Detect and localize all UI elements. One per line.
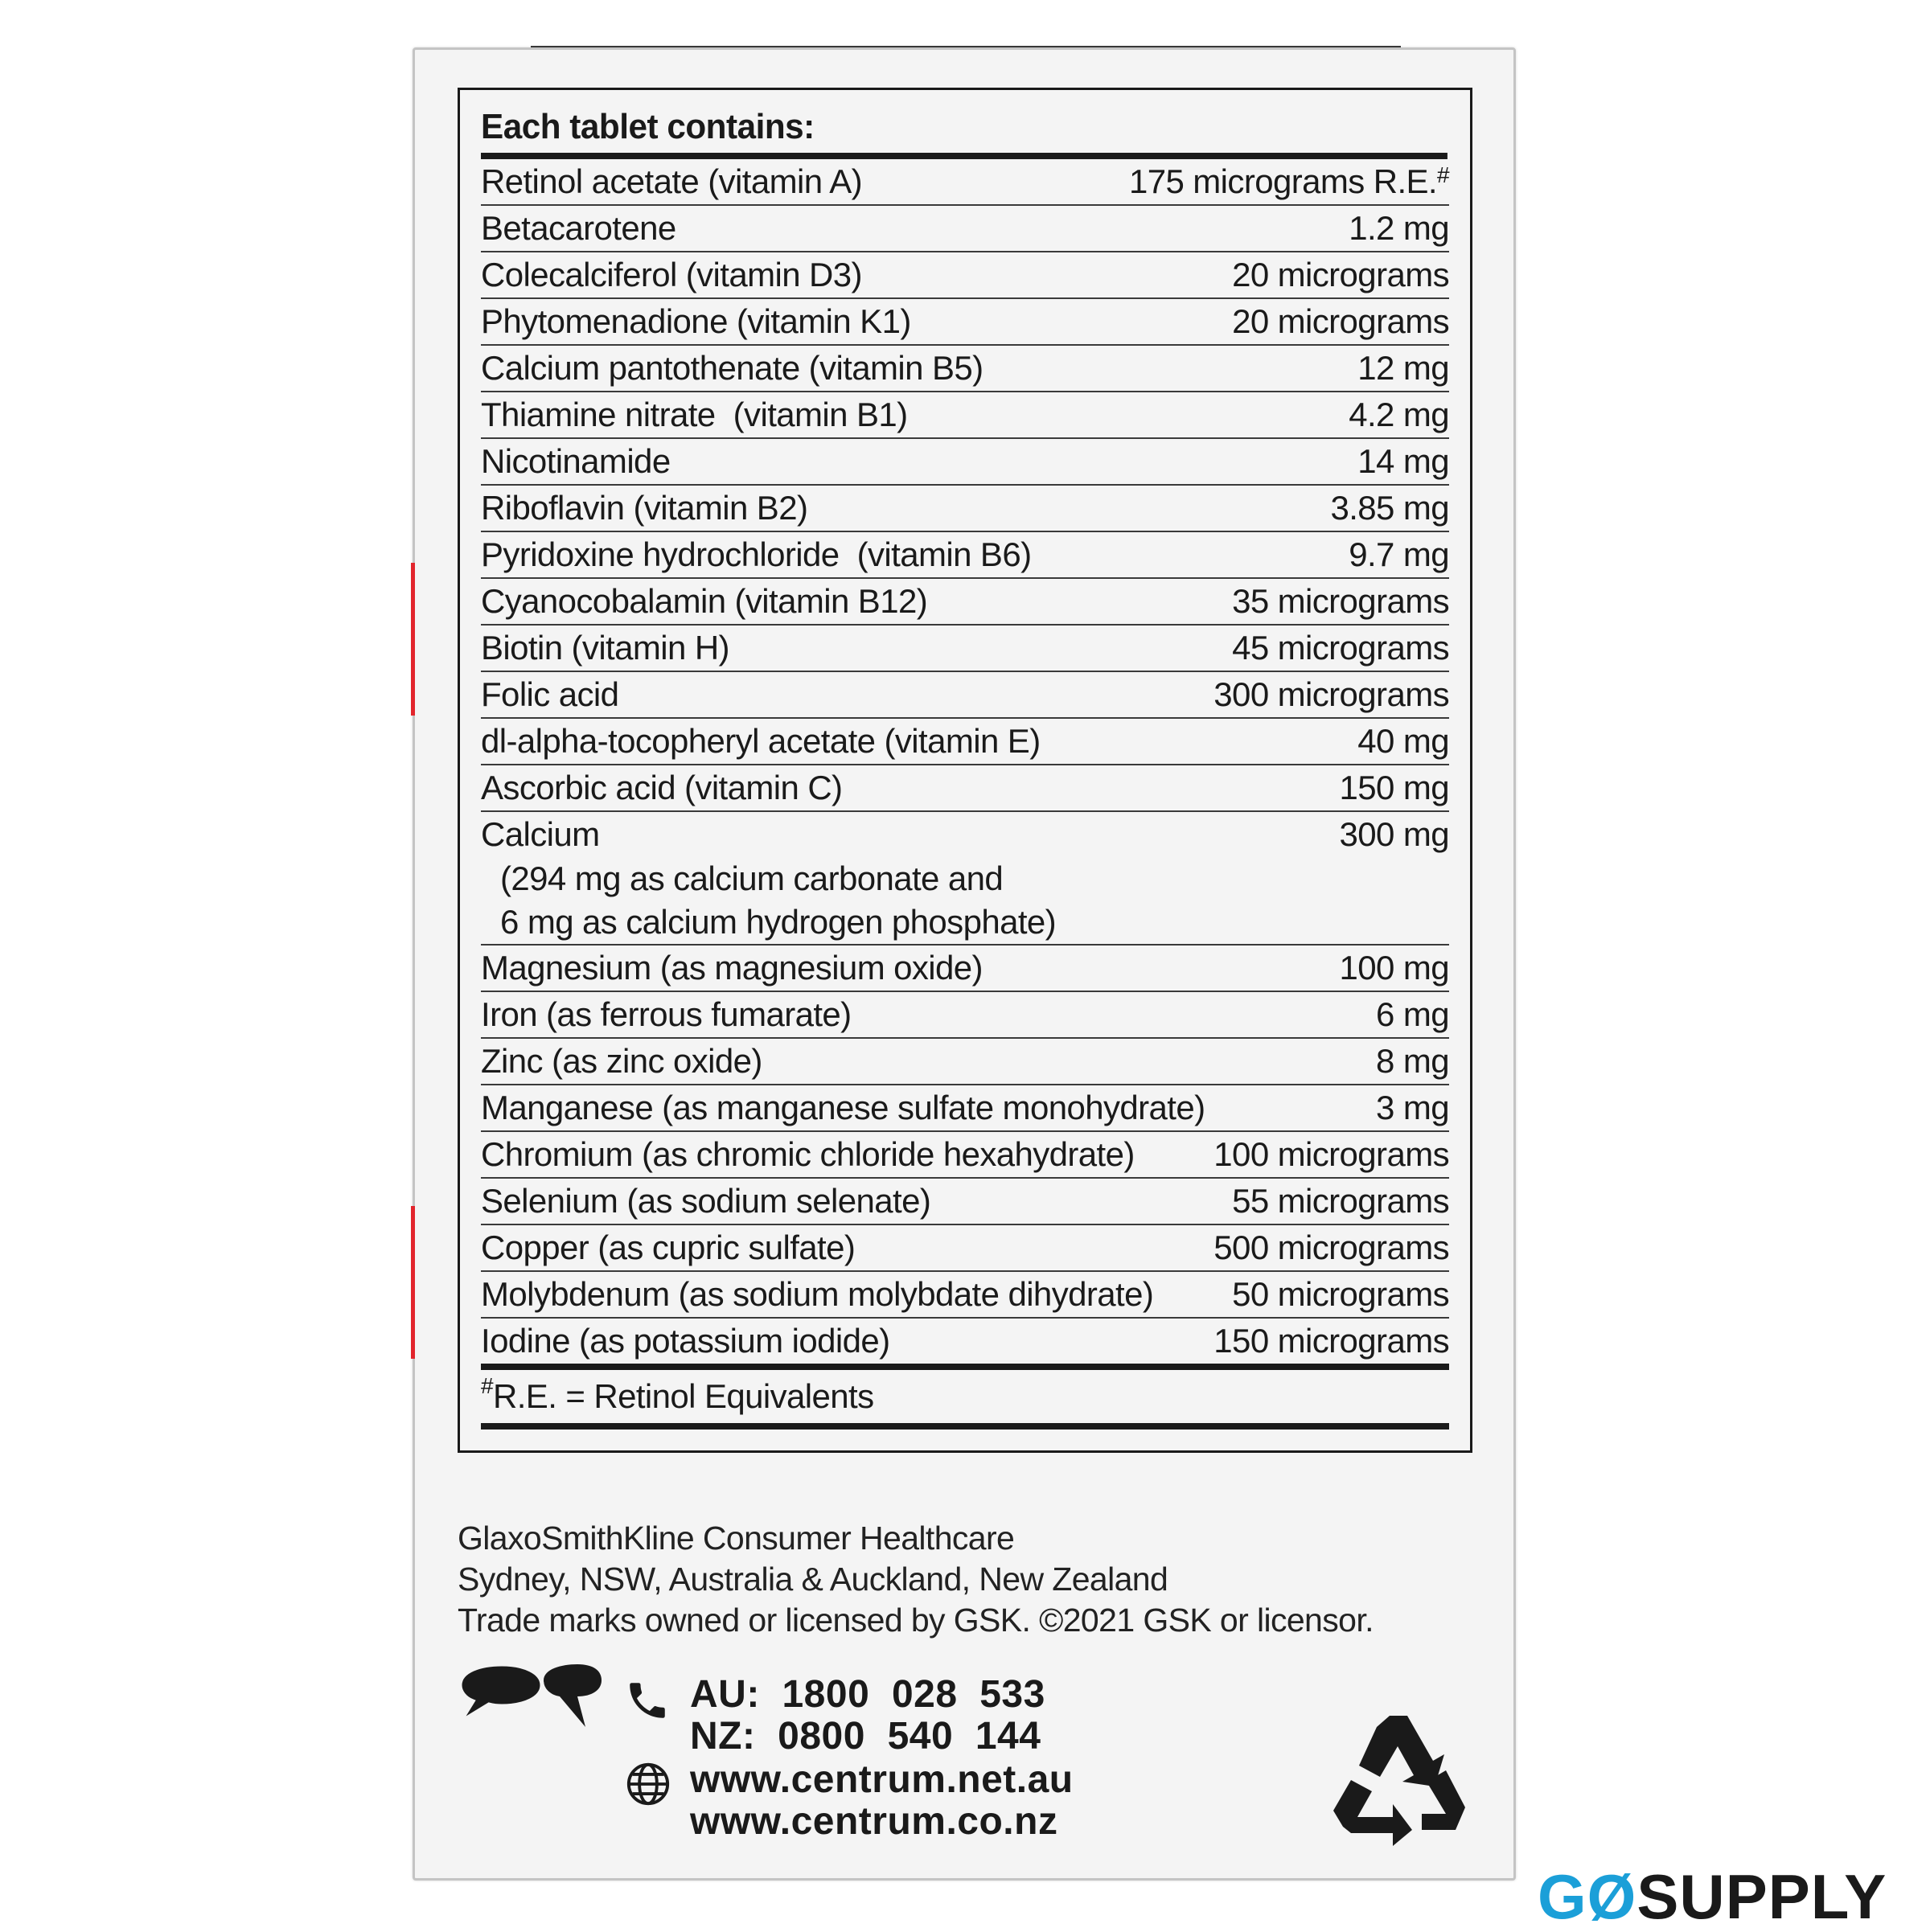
ingredient-amount: 150 micrograms: [1213, 1322, 1449, 1360]
ingredients-panel: [458, 88, 1472, 1453]
ingredient-amount: 6 mg: [1376, 995, 1449, 1033]
footnote: [481, 1370, 1449, 1430]
phone-icon: [624, 1677, 671, 1724]
ingredient-amount: 3 mg: [1376, 1089, 1449, 1126]
ingredient-name: Copper (as cupric sulfate): [481, 1229, 856, 1266]
table-row: [481, 159, 1449, 206]
ingredient-name: Calcium (294 mg as calcium carbonate and 6 mg as calcium hydrogen phosphate): [481, 812, 1056, 944]
table-row: [481, 532, 1449, 579]
table-row: [481, 1225, 1449, 1272]
ingredient-name: Chromium (as chromic chloride hexahydrate): [481, 1135, 1135, 1173]
contact-info: [690, 1674, 1074, 1843]
ingredient-name: Betacarotene: [481, 209, 676, 247]
table-row: [481, 672, 1449, 719]
table-row: [481, 252, 1449, 299]
table-row: [481, 1132, 1449, 1179]
table-row: [481, 579, 1449, 626]
ingredient-name: dl-alpha-tocopheryl acetate (vitamin E): [481, 722, 1041, 760]
ingredient-name: Phytomenadione (vitamin K1): [481, 302, 911, 340]
brand-text: SUPPLY: [1636, 1861, 1887, 1932]
company-name: GlaxoSmithKline Consumer Healthcare: [458, 1520, 1015, 1557]
table-row: [481, 945, 1449, 992]
ingredient-amount: 100 mg: [1339, 949, 1449, 987]
ingredient-name: Zinc (as zinc oxide): [481, 1042, 762, 1080]
ingredient-amount: 50 micrograms: [1232, 1275, 1449, 1313]
ingredient-name: Calcium pantothenate (vitamin B5): [481, 349, 983, 387]
ingredient-name: Riboflavin (vitamin B2): [481, 489, 808, 527]
table-row: [481, 1272, 1449, 1319]
table-row: [481, 765, 1449, 812]
company-info: [458, 1518, 1374, 1641]
brand-accent: GØ: [1538, 1861, 1637, 1932]
ingredient-detail: (294 mg as calcium carbonate and: [500, 859, 1004, 897]
footnote-mark: #: [1437, 162, 1449, 187]
table-row: [481, 346, 1449, 392]
ingredient-amount: 9.7 mg: [1349, 535, 1449, 573]
ingredient-name: Thiamine nitrate (vitamin B1): [481, 396, 908, 433]
recycle-icon: [1327, 1711, 1472, 1848]
ingredient-amount: 8 mg: [1376, 1042, 1449, 1080]
ingredient-name: Manganese (as manganese sulfate monohydrate): [481, 1089, 1205, 1126]
table-row: [481, 719, 1449, 765]
ingredient-amount: 500 micrograms: [1213, 1229, 1449, 1266]
ingredients-heading: Each tablet contains:: [481, 101, 1448, 159]
gosupply-logo: [1538, 1861, 1887, 1932]
table-row: [481, 626, 1449, 672]
ingredient-amount: 40 mg: [1357, 722, 1449, 760]
table-row: [481, 1085, 1449, 1132]
table-row: [481, 1179, 1449, 1225]
ingredients-table: [481, 101, 1449, 1430]
ingredient-name: Retinol acetate (vitamin A): [481, 162, 863, 200]
table-row: [481, 1319, 1449, 1370]
ingredient-amount: 20 micrograms: [1232, 302, 1449, 340]
ingredient-name: Iodine (as potassium iodide): [481, 1322, 890, 1360]
table-row: [481, 1039, 1449, 1085]
ingredient-amount: 4.2 mg: [1349, 396, 1449, 433]
ingredient-amount: 100 micrograms: [1213, 1135, 1449, 1173]
chat-bubbles-icon: [457, 1663, 603, 1732]
ingredient-amount: 300 micrograms: [1213, 675, 1449, 713]
ingredient-name: Colecalciferol (vitamin D3): [481, 256, 862, 293]
phone-nz: NZ: 0800 540 144: [690, 1715, 1041, 1758]
table-row: [481, 992, 1449, 1039]
ingredient-amount: 55 micrograms: [1232, 1182, 1449, 1220]
table-row: [481, 812, 1449, 945]
ingredient-amount: 3.85 mg: [1330, 489, 1449, 527]
ingredient-amount: 20 micrograms: [1232, 256, 1449, 293]
ingredient-amount: 175 micrograms R.E.#: [1128, 162, 1449, 200]
ingredient-amount: 45 micrograms: [1232, 629, 1449, 667]
ingredient-name: Magnesium (as magnesium oxide): [481, 949, 983, 987]
ingredient-name: Pyridoxine hydrochloride (vitamin B6): [481, 535, 1032, 573]
ingredient-amount: 1.2 mg: [1349, 209, 1449, 247]
table-row: [481, 206, 1449, 252]
globe-icon: [625, 1761, 671, 1807]
ingredient-amount: 35 micrograms: [1232, 582, 1449, 620]
ingredient-name: Biotin (vitamin H): [481, 629, 729, 667]
ingredient-amount: 300 mg: [1339, 815, 1449, 853]
table-row: [481, 392, 1449, 439]
ingredient-name: Ascorbic acid (vitamin C): [481, 769, 843, 806]
table-row: [481, 439, 1449, 486]
ingredient-amount: 12 mg: [1357, 349, 1449, 387]
ingredient-name: Molybdenum (as sodium molybdate dihydrate): [481, 1275, 1154, 1313]
ingredient-name: Iron (as ferrous fumarate): [481, 995, 852, 1033]
website-nz: www.centrum.co.nz: [690, 1800, 1058, 1843]
table-row: [481, 299, 1449, 346]
phone-au: AU: 1800 028 533: [690, 1673, 1045, 1716]
ingredient-amount: 14 mg: [1357, 442, 1449, 480]
footnote-mark: #: [481, 1373, 493, 1398]
ingredient-detail: 6 mg as calcium hydrogen phosphate): [500, 903, 1057, 941]
footnote-text: R.E. = Retinol Equivalents: [492, 1377, 874, 1415]
ingredient-name: Selenium (as sodium selenate): [481, 1182, 931, 1220]
red-edge-mark: [411, 1206, 415, 1359]
ingredient-name: Nicotinamide: [481, 442, 671, 480]
website-au: www.centrum.net.au: [690, 1758, 1074, 1801]
ingredient-name: Cyanocobalamin (vitamin B12): [481, 582, 928, 620]
ingredient-name: Folic acid: [481, 675, 619, 713]
company-location: Sydney, NSW, Australia & Auckland, New Zealand: [458, 1561, 1168, 1598]
ingredient-amount: 150 mg: [1339, 769, 1449, 806]
red-edge-mark: [411, 563, 415, 716]
trademark-notice: Trade marks owned or licensed by GSK. ©2021 GSK or licensor.: [458, 1602, 1374, 1639]
table-row: [481, 486, 1449, 532]
